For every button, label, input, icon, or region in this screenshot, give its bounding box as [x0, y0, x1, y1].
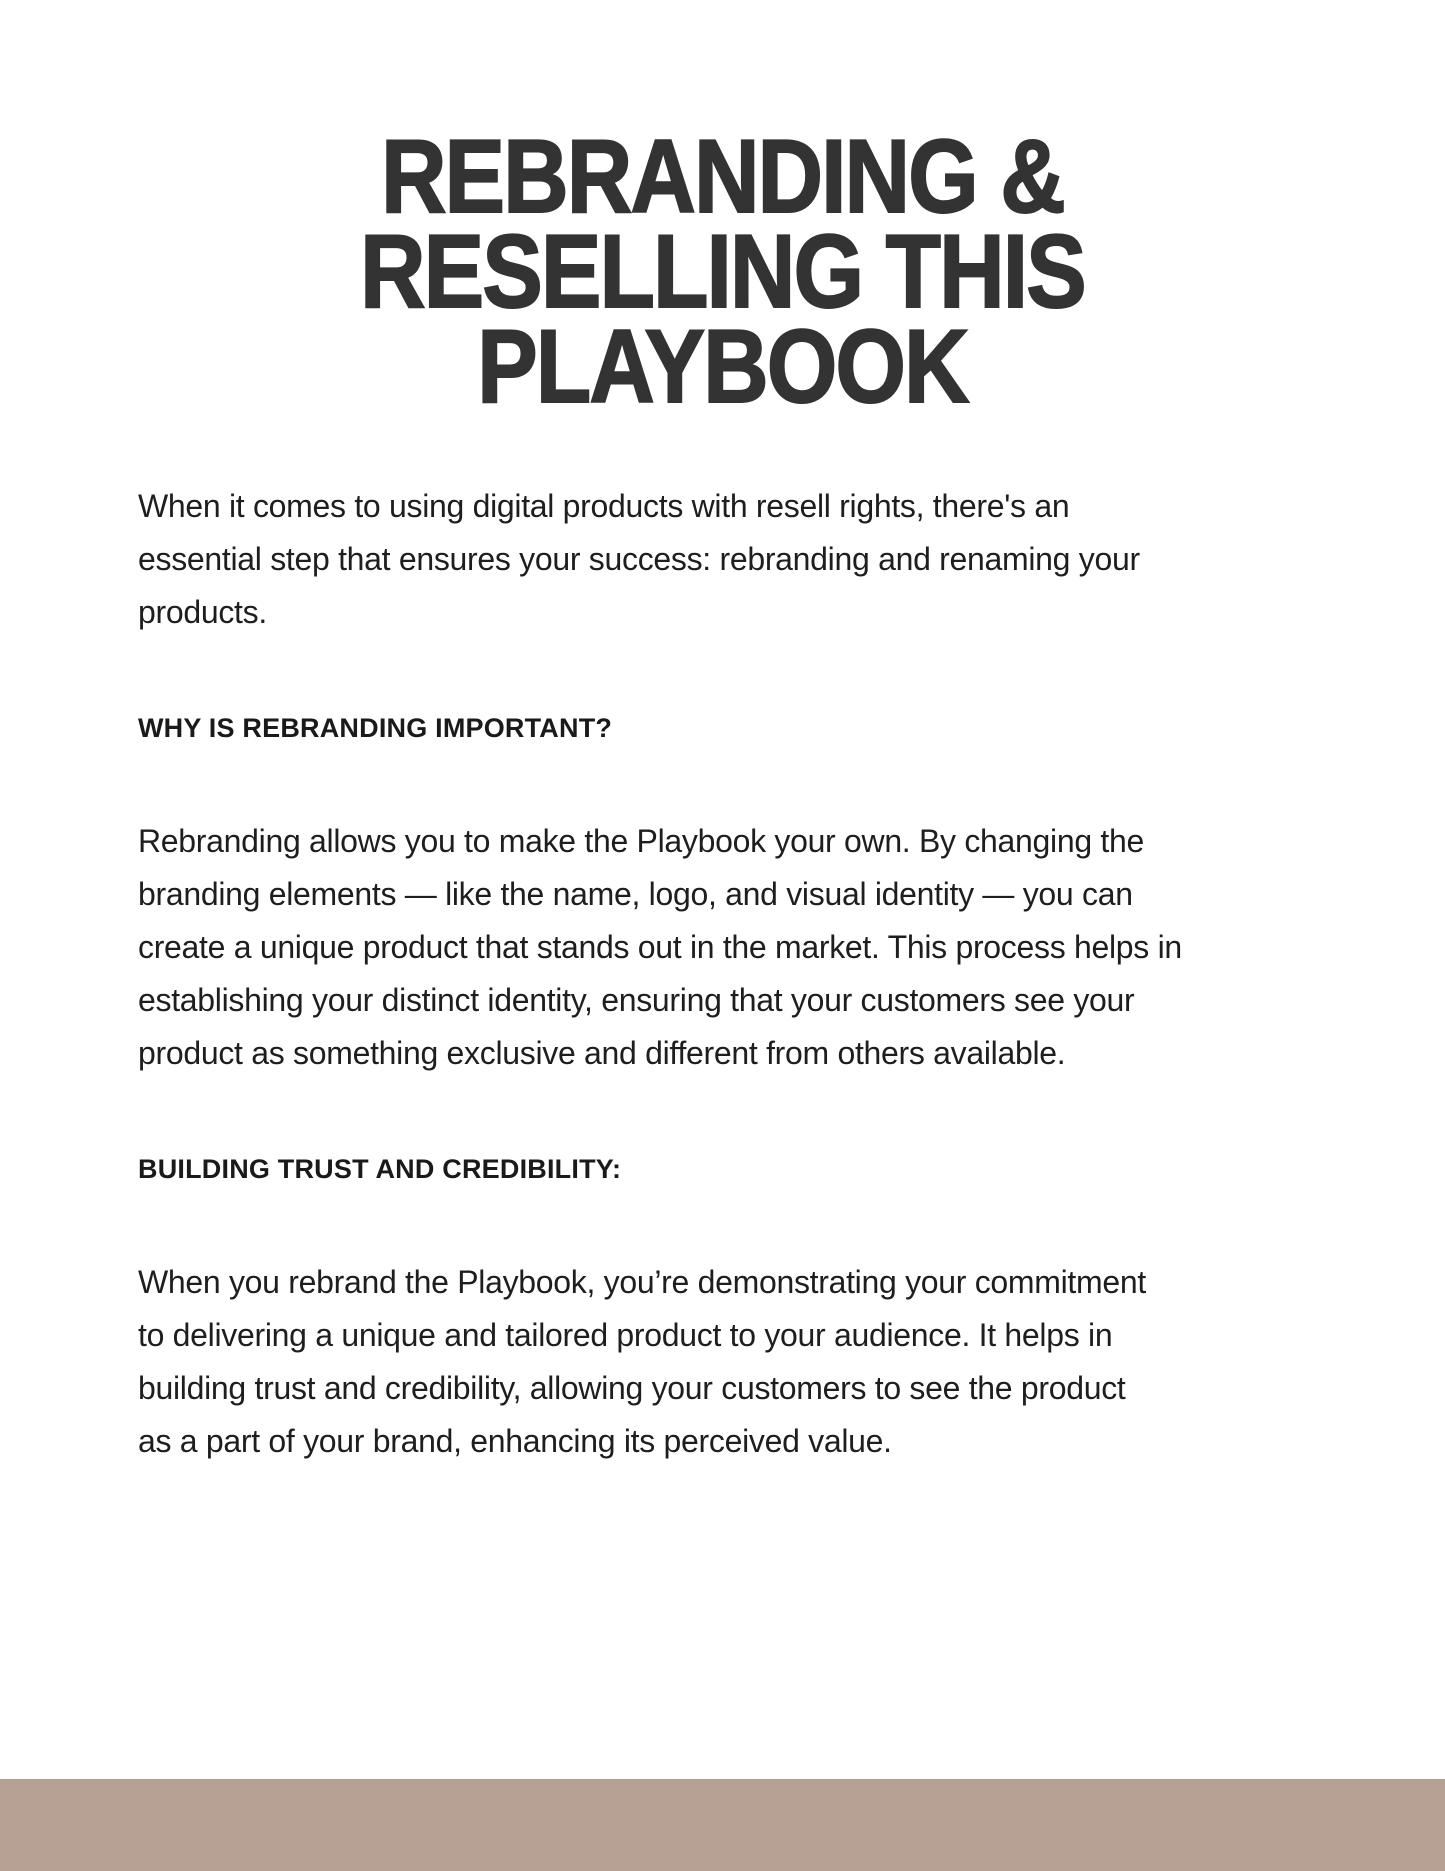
section-heading-building-trust: BUILDING TRUST AND CREDIBILITY:	[138, 1154, 622, 1184]
page-title: REBRANDING & RESELLING THIS PLAYBOOK	[360, 119, 1085, 425]
section-paragraph-building-trust: When you rebrand the Playbook, you’re demonstrating your commitment to delivering a unique and tailored product to your audience. It helps in building trust and credibility, allowing your customers to see the product as a part of your brand, enhancing its perceived value.	[138, 1264, 1146, 1459]
section-heading-why-rebranding: WHY IS REBRANDING IMPORTANT?	[138, 713, 613, 743]
page-content	[138, 480, 1325, 1468]
section-paragraph-why-rebranding: Rebranding allows you to make the Playbook your own. By changing the branding elements — like the name, logo, and visual identity — you can create a unique product that stands out in the market. This process helps in establishing your distinct identity, ensuring that your customers see your product as something exclusive and different from others available.	[138, 823, 1182, 1071]
footer-accent-bar	[0, 1779, 1445, 1871]
intro-paragraph: When it comes to using digital products with resell rights, there's an essential step that ensures your success: rebranding and renaming your products.	[138, 488, 1140, 630]
